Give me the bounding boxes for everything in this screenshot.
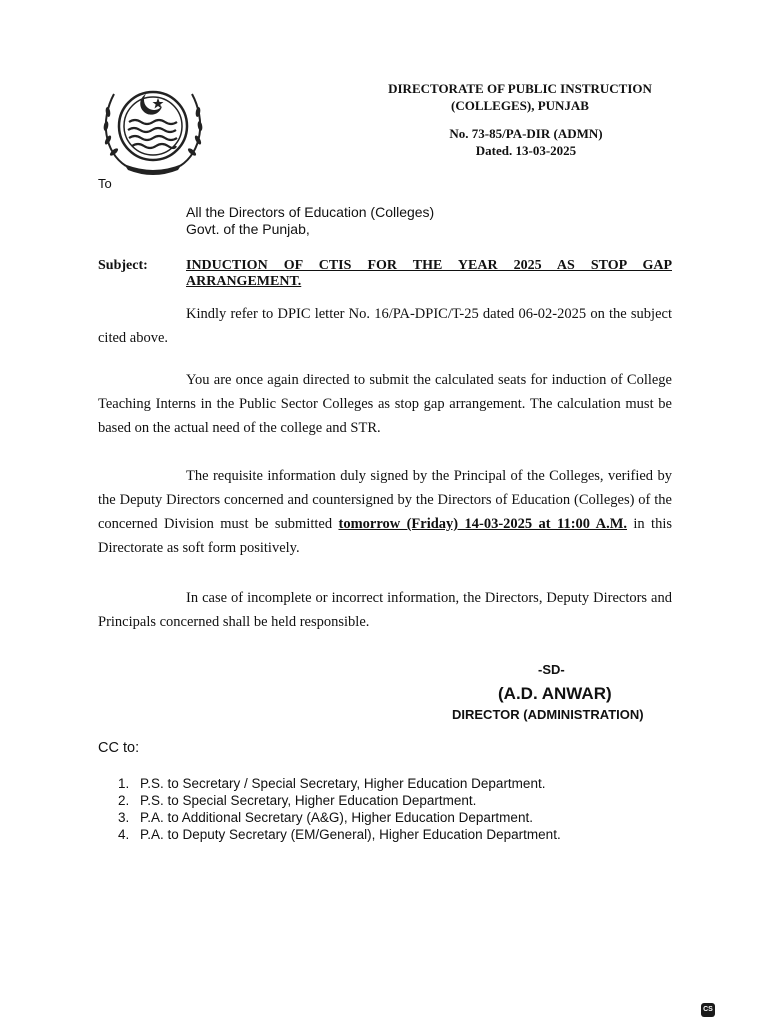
addressee-line2: Govt. of the Punjab, [186, 221, 310, 237]
paragraph-directive-text: You are once again directed to submit the calculated seats for induction of College Teaching Interns in the Public Sector Colleges as stop gap arrangement. The calculation must be based on the actual need of the college and STR. [98, 372, 672, 436]
signatory-title: DIRECTOR (ADMINISTRATION) [452, 707, 644, 722]
cc-label: CC to: [98, 740, 140, 756]
cc-item-text: P.S. to Special Secretary, Higher Education Department. [140, 793, 477, 808]
subject-label: Subject: [98, 258, 148, 273]
cc-item-number: 1. [118, 776, 130, 791]
camscanner-badge-icon: CS [701, 1003, 715, 1017]
paragraph-requirements-text: The requisite information duly signed by the Principal of the Colleges, verified by the Deputy Directors concerned and countersigned by the Directors of Education (Colleges) of the concerned Division must be submitted [98, 468, 672, 532]
cc-list [118, 775, 561, 843]
list-item [118, 809, 561, 826]
paragraph-directive [98, 368, 672, 440]
letter-number: No. 73-85/PA-DIR (ADMN) [449, 126, 603, 141]
cc-item-number: 3. [118, 810, 130, 825]
signatory-name: (A.D. ANWAR) [498, 684, 612, 703]
paragraph-warning-text: In case of incomplete or incorrect information, the Directors, Deputy Directors and Principals concerned shall be held responsible. [98, 590, 672, 630]
list-item [118, 826, 561, 843]
cc-item-number: 2. [118, 793, 130, 808]
list-item [118, 792, 561, 809]
addressee-line1: All the Directors of Education (Colleges) [186, 204, 435, 220]
directorate-header [350, 80, 690, 114]
paragraph-reference-text: Kindly refer to DPIC letter No. 16/PA-DPIC/T-25 dated 06-02-2025 on the subject cited above. [98, 306, 672, 346]
directorate-line2: (COLLEGES), PUNJAB [451, 98, 589, 113]
paragraph-reference [98, 302, 672, 350]
signed-marker: -SD- [538, 662, 565, 677]
paragraph-requirements-tail: in this Directorate as soft form positively. [98, 516, 672, 556]
addressee [186, 204, 434, 238]
subject-title: INDUCTION OF CTIS FOR THE YEAR 2025 AS STOP GAP ARRANGEMENT. [186, 258, 672, 289]
cc-item-text: P.A. to Deputy Secretary (EM/General), Higher Education Department. [140, 827, 561, 842]
deadline-text: tomorrow (Friday) 14-03-2025 at 11:00 A.M. [338, 516, 628, 532]
directorate-line1: DIRECTORATE OF PUBLIC INSTRUCTION [388, 81, 652, 96]
cc-item-text: P.S. to Secretary / Special Secretary, Higher Education Department. [140, 776, 546, 791]
cc-item-text: P.A. to Additional Secretary (A&G), Higher Education Department. [140, 810, 533, 825]
punjab-government-emblem-icon [98, 80, 208, 176]
letter-date: Dated. 13-03-2025 [475, 143, 577, 158]
subject-text [186, 258, 672, 290]
to-label: To [98, 176, 112, 191]
paragraph-warning [98, 586, 672, 634]
paragraph-requirements [98, 464, 672, 560]
list-item [118, 775, 561, 792]
cc-item-number: 4. [118, 827, 130, 842]
reference-block [350, 125, 702, 159]
